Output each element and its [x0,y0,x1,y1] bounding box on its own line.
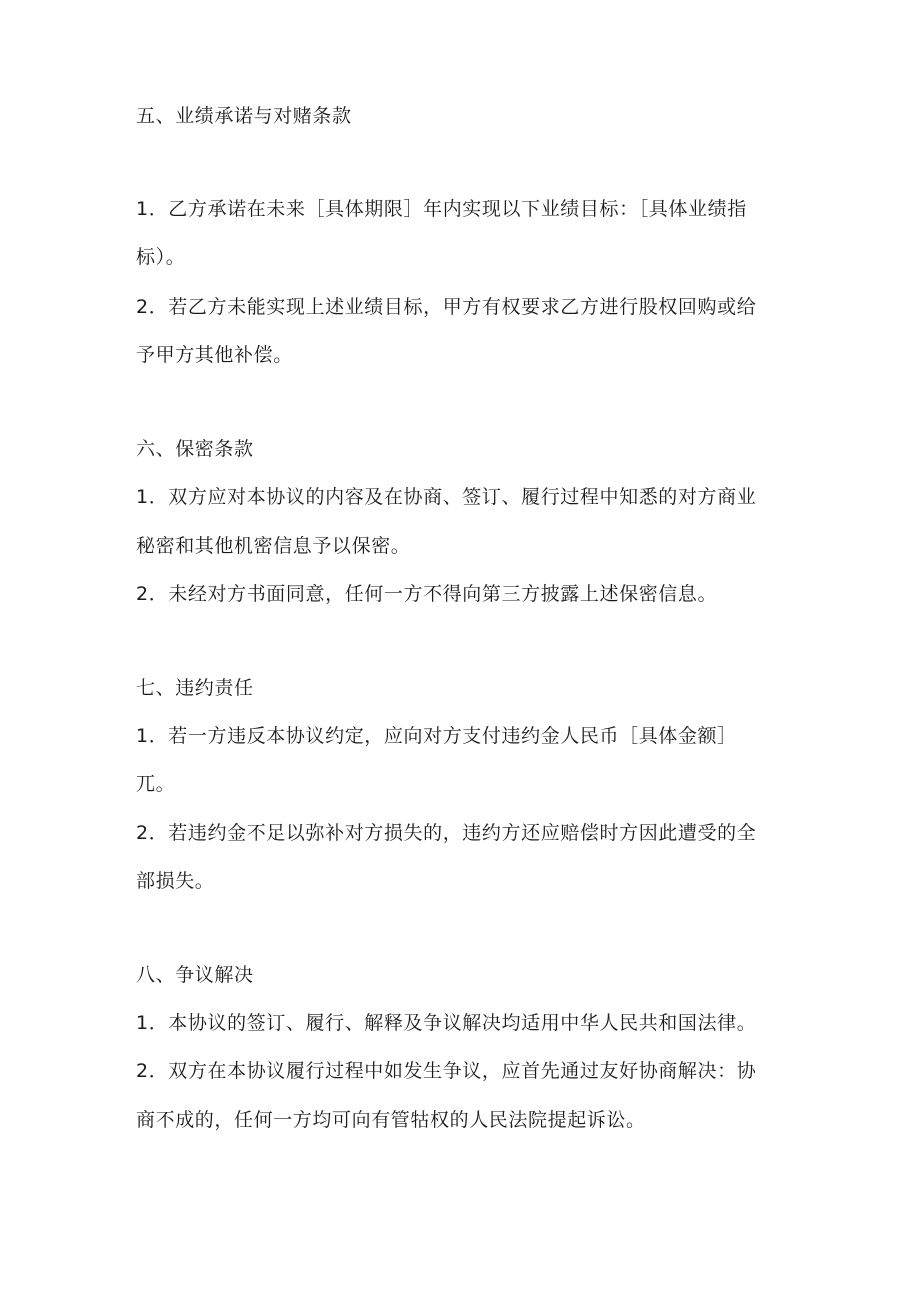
clause-line: 商不成的，任何一方均可向有管牯权的人民法院提起诉讼。 [136,1109,646,1131]
clause-line: 1．乙方承诺在未来［具体期限］年内实现以下业绩目标：［具体业绩指 [136,198,747,220]
section-heading: 七、违约责任 [136,677,254,699]
clause-line: 秘密和其他机密信息予以保密。 [136,535,411,557]
clause-line: 1．若一方违反本协议约定，应向对方支付违约金人民币［具体金额］ [136,725,737,747]
section-heading: 八、争议解决 [136,964,254,986]
section-heading: 五、业绩承诺与对赌条款 [136,105,352,127]
clause-line: 标）。 [136,246,186,268]
clause-line: 兀。 [136,773,176,795]
clause-line: 1．本协议的签订、履行、解释及争议解决均适用中华人民共和国法律。 [136,1012,757,1034]
clause-line: 2．未经对方书面同意，任何一方不得向第三方披露上述保密信息。 [136,583,718,605]
clause-line: 部损失。 [136,870,215,892]
clause-line: 2．双方在本协议履行过程中如发生争议，应首先通过友好协商解决：协 [136,1060,757,1082]
clause-line: 2．若乙方未能实现上述业绩目标，甲方有权要求乙方进行股权回购或给 [136,296,757,318]
clause-line: 1．双方应对本协议的内容及在协商、签订、履行过程中知悉的对方商业 [136,486,757,508]
clause-line: 予甲方其他补偿。 [136,344,293,366]
clause-line: 2．若违约金不足以弥补对方损失的，违约方还应赔偿时方因此遭受的全 [136,822,757,844]
section-heading: 六、保密条款 [136,438,254,460]
